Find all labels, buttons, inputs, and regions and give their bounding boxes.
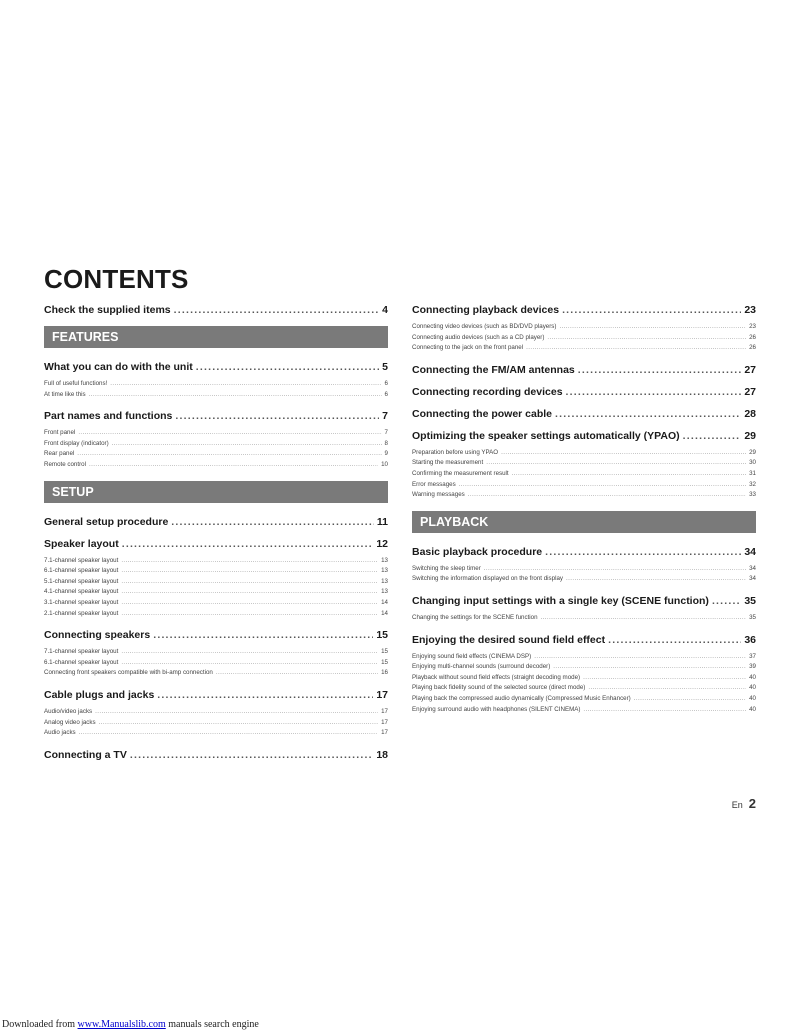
toc-entry-title: Connecting to the jack on the front panel xyxy=(412,344,524,352)
toc-entry-page: 35 xyxy=(744,594,756,607)
toc-subentry[interactable] xyxy=(412,683,756,694)
toc-group xyxy=(44,516,388,528)
dot-leader xyxy=(559,322,746,333)
dot-leader xyxy=(121,566,378,577)
page-footer xyxy=(732,796,756,811)
toc-entry-title: Switching the information displayed on the front display xyxy=(412,575,563,583)
dot-leader xyxy=(121,556,378,567)
dot-leader xyxy=(634,694,746,705)
dot-leader xyxy=(95,707,378,718)
toc-group xyxy=(412,304,756,354)
toc-subentry[interactable] xyxy=(412,343,756,354)
toc-entry-page: 14 xyxy=(381,609,388,617)
toc-entry-page: 15 xyxy=(381,648,388,656)
toc-entry-page: 17 xyxy=(376,688,388,701)
footer-language: En xyxy=(731,800,743,810)
toc-subentry[interactable] xyxy=(412,458,756,469)
toc-right-column xyxy=(412,304,756,725)
toc-entry-page: 13 xyxy=(381,567,388,575)
toc-entry-page: 34 xyxy=(749,575,756,583)
toc-subentry[interactable] xyxy=(412,613,756,624)
dot-leader xyxy=(110,379,381,390)
toc-entry-page: 17 xyxy=(381,707,388,715)
toc-entry-title: Part names and functions xyxy=(44,410,173,423)
toc-entry-title: Playback without sound field effects (straight decoding mode) xyxy=(412,673,581,681)
toc-subentry[interactable] xyxy=(44,428,388,439)
toc-entry-page: 7 xyxy=(382,410,388,423)
toc-entry-page: 32 xyxy=(749,480,756,488)
toc-subentry[interactable] xyxy=(412,322,756,333)
dot-leader xyxy=(216,668,378,679)
section-header-setup: SETUP xyxy=(44,481,388,503)
toc-entry-title: Audio/video jacks xyxy=(44,707,93,715)
dot-leader xyxy=(545,546,741,558)
section-header-playback: PLAYBACK xyxy=(412,511,756,533)
dot-leader xyxy=(121,658,378,669)
toc-entry-title: Remote control xyxy=(44,460,86,468)
toc-entry-what-you-can-do-with-the-unit[interactable] xyxy=(44,361,388,373)
toc-group xyxy=(412,546,756,585)
toc-subentry[interactable] xyxy=(412,564,756,575)
page-title: CONTENTS xyxy=(44,264,189,294)
toc-entry-title: Analog video jacks xyxy=(44,718,96,726)
toc-entry-title: 5.1-channel speaker layout xyxy=(44,577,119,585)
toc-entry-part-names-and-functions[interactable] xyxy=(44,410,388,422)
dot-leader xyxy=(578,364,742,376)
toc-entry-title: Connecting speakers xyxy=(44,629,151,642)
toc-entry-page: 29 xyxy=(744,429,756,442)
dot-leader xyxy=(486,458,746,469)
toc-entry-page: 31 xyxy=(749,469,756,477)
toc-subentry[interactable] xyxy=(412,469,756,480)
toc-entry-title: Basic playback procedure xyxy=(412,545,543,558)
dot-leader xyxy=(468,490,746,501)
toc-left-column xyxy=(44,304,388,771)
toc-entry-title: Connecting video devices (such as BD/DVD players) xyxy=(412,323,557,330)
toc-group xyxy=(44,749,388,761)
manualslib-link[interactable]: www.Manualslib.com xyxy=(77,1019,166,1030)
toc-entry-title: Confirming the measurement result xyxy=(412,469,509,477)
toc-entry-title: General setup procedure xyxy=(44,515,169,528)
toc-entry-title: 2.1-channel speaker layout xyxy=(44,609,119,617)
dot-leader xyxy=(121,577,378,588)
toc-entry-title: Rear panel xyxy=(44,450,75,458)
toc-entry-title: Changing input settings with a single key (SCENE function) xyxy=(412,594,709,607)
toc-entry-page: 15 xyxy=(376,629,388,642)
toc-entry-connecting-a-tv[interactable] xyxy=(44,749,388,761)
dot-leader xyxy=(566,574,746,585)
toc-entry-page: 13 xyxy=(381,556,388,564)
toc-entry-page: 17 xyxy=(381,718,388,726)
toc-subentry[interactable] xyxy=(412,662,756,673)
dot-leader xyxy=(79,728,378,739)
dot-leader xyxy=(588,683,746,694)
toc-group xyxy=(44,410,388,470)
toc-entry-title: Front display (indicator) xyxy=(44,439,109,447)
dot-leader xyxy=(583,673,746,684)
toc-subentry[interactable] xyxy=(44,460,388,471)
dot-leader xyxy=(121,609,378,620)
dot-leader xyxy=(555,408,741,420)
toc-entry-connecting-playback-devices[interactable] xyxy=(412,304,756,316)
toc-group xyxy=(412,634,756,716)
toc-subentry[interactable] xyxy=(412,333,756,344)
dot-leader xyxy=(112,439,382,450)
toc-entry-title: Connecting the power cable xyxy=(412,407,553,420)
toc-subentry[interactable] xyxy=(412,694,756,705)
dot-leader xyxy=(89,390,382,401)
toc-subentry[interactable] xyxy=(412,705,756,716)
dot-leader xyxy=(566,386,742,398)
dot-leader xyxy=(512,469,746,480)
toc-entry-title: Connecting audio devices (such as a CD player) xyxy=(412,333,545,341)
toc-entry-connecting-the-power-cable[interactable] xyxy=(412,408,756,420)
toc-entry-title: Connecting a TV xyxy=(44,748,127,761)
toc-entry-title: Playing back fidelity sound of the selected source (direct mode) xyxy=(412,684,586,692)
toc-group xyxy=(44,361,388,400)
toc-subentry[interactable] xyxy=(44,390,388,401)
section-header-features: FEATURES xyxy=(44,326,388,348)
dot-leader xyxy=(157,689,373,701)
toc-entry-title: 3.1-channel speaker layout xyxy=(44,598,119,606)
toc-subentry[interactable] xyxy=(44,658,388,669)
toc-subentry[interactable] xyxy=(44,439,388,450)
toc-subentry[interactable] xyxy=(44,449,388,460)
toc-entry-page: 36 xyxy=(744,633,756,646)
toc-entry-cable-plugs-and-jacks[interactable] xyxy=(44,689,388,701)
dot-leader xyxy=(196,361,379,373)
toc-entry-page: 27 xyxy=(744,363,756,376)
toc-group xyxy=(412,364,756,376)
toc-entry-basic-playback-procedure[interactable] xyxy=(412,546,756,558)
toc-group xyxy=(44,304,388,316)
toc-entry-title: Check the supplied items xyxy=(44,304,171,316)
toc-group xyxy=(412,386,756,398)
toc-subentry[interactable] xyxy=(412,574,756,585)
toc-entry-enjoying-the-desired-sound-field-effect[interactable] xyxy=(412,634,756,646)
toc-entry-page: 15 xyxy=(381,658,388,666)
dot-leader xyxy=(484,564,746,575)
toc-entry-speaker-layout[interactable] xyxy=(44,538,388,550)
dot-leader xyxy=(541,613,747,624)
toc-entry-page: 9 xyxy=(384,450,388,458)
toc-entry-title: Enjoying multi-channel sounds (surround decoder) xyxy=(412,663,551,671)
toc-entry-page: 40 xyxy=(749,673,756,681)
dot-leader xyxy=(583,705,746,716)
dot-leader xyxy=(89,460,378,471)
toc-entry-page: 23 xyxy=(749,323,756,330)
toc-entry-title: 4.1-channel speaker layout xyxy=(44,588,119,596)
toc-entry-page: 7 xyxy=(384,429,388,437)
toc-entry-title: Warning messages xyxy=(412,491,465,499)
toc-entry-title: 6.1-channel speaker layout xyxy=(44,567,119,575)
toc-entry-page: 6 xyxy=(384,380,388,387)
dot-leader xyxy=(99,718,379,729)
toc-entry-connecting-the-fm-am-antennas[interactable] xyxy=(412,364,756,376)
toc-subentry[interactable] xyxy=(44,728,388,739)
toc-entry-page: 13 xyxy=(381,577,388,585)
toc-subentry[interactable] xyxy=(44,609,388,620)
footer-page-number: 2 xyxy=(748,796,756,811)
toc-entry-title: Cable plugs and jacks xyxy=(44,688,155,701)
toc-entry-title: Switching the sleep timer xyxy=(412,564,481,572)
dot-leader xyxy=(712,595,741,607)
toc-group xyxy=(44,629,388,679)
toc-subentry[interactable] xyxy=(44,718,388,729)
toc-entry-title: Connecting recording devices xyxy=(412,385,563,398)
toc-entry-page: 40 xyxy=(749,694,756,702)
toc-entry-title: Optimizing the speaker settings automatically (YPAO) xyxy=(412,429,680,442)
dot-leader xyxy=(526,343,746,354)
toc-entry-page: 40 xyxy=(749,705,756,713)
toc-entry-title: Preparation before using YPAO xyxy=(412,448,499,456)
toc-entry-page: 11 xyxy=(376,515,388,528)
toc-entry-page: 17 xyxy=(381,729,388,737)
toc-subentry[interactable] xyxy=(44,587,388,598)
toc-entry-connecting-recording-devices[interactable] xyxy=(412,386,756,398)
toc-entry-page: 10 xyxy=(381,460,388,468)
toc-entry-title: What you can do with the unit xyxy=(44,361,193,373)
dot-leader xyxy=(171,516,374,528)
toc-entry-general-setup-procedure[interactable] xyxy=(44,516,388,528)
toc-subentry[interactable] xyxy=(44,379,388,390)
toc-entry-title: 7.1-channel speaker layout xyxy=(44,556,119,564)
toc-entry-page: 37 xyxy=(749,652,756,660)
toc-entry-title: Full of useful functions! xyxy=(44,380,108,387)
dot-leader xyxy=(501,448,746,459)
toc-entry-page: 5 xyxy=(382,361,388,373)
dot-leader xyxy=(121,598,378,609)
toc-entry-page: 30 xyxy=(749,459,756,467)
dot-leader xyxy=(130,749,373,761)
dot-leader xyxy=(121,587,378,598)
toc-entry-title: 6.1-channel speaker layout xyxy=(44,658,119,666)
toc-entry-title: At time like this xyxy=(44,390,86,398)
toc-subentry[interactable] xyxy=(412,490,756,501)
dot-leader xyxy=(153,629,373,641)
toc-entry-page: 34 xyxy=(749,564,756,572)
toc-entry-page: 26 xyxy=(749,344,756,352)
toc-subentry[interactable] xyxy=(44,668,388,679)
toc-entry-page: 26 xyxy=(749,333,756,341)
toc-entry-page: 39 xyxy=(749,663,756,671)
toc-entry-title: Enjoying the desired sound field effect xyxy=(412,633,606,646)
toc-entry-title: 7.1-channel speaker layout xyxy=(44,648,119,656)
toc-subentry[interactable] xyxy=(412,673,756,684)
toc-subentry[interactable] xyxy=(44,598,388,609)
dot-leader xyxy=(562,304,741,316)
toc-entry-page: 29 xyxy=(749,448,756,456)
toc-entry-title: Enjoying surround audio with headphones (SILENT CINEMA) xyxy=(412,705,581,713)
toc-entry-title: Connecting playback devices xyxy=(412,304,560,316)
toc-subentry[interactable] xyxy=(44,556,388,567)
toc-entry-page: 23 xyxy=(744,304,756,316)
toc-entry-title: Connecting the FM/AM antennas xyxy=(412,363,575,376)
dot-leader xyxy=(122,538,374,550)
toc-entry-page: 6 xyxy=(384,390,388,398)
dot-leader xyxy=(121,647,378,658)
toc-entry-connecting-speakers[interactable] xyxy=(44,629,388,641)
toc-entry-title: Front panel xyxy=(44,429,76,437)
toc-entry-page: 28 xyxy=(744,407,756,420)
toc-entry-page: 34 xyxy=(744,545,756,558)
toc-entry-changing-input-settings-with-a-single-ke[interactable] xyxy=(412,595,756,607)
download-note-suffix: manuals search engine xyxy=(165,1019,259,1030)
toc-subentry[interactable] xyxy=(44,577,388,588)
toc-entry-title: Changing the settings for the SCENE function xyxy=(412,613,538,621)
toc-group xyxy=(44,689,388,739)
toc-entry-title: Starting the measurement xyxy=(412,459,484,467)
dot-leader xyxy=(175,410,379,422)
toc-entry-title: Audio jacks xyxy=(44,729,76,737)
toc-subentry[interactable] xyxy=(44,647,388,658)
toc-group xyxy=(412,408,756,420)
toc-entry-page: 16 xyxy=(381,669,388,677)
dot-leader xyxy=(534,652,746,663)
dot-leader xyxy=(174,304,380,316)
toc-subentry[interactable] xyxy=(412,448,756,459)
dot-leader xyxy=(77,449,381,460)
toc-subentry[interactable] xyxy=(412,652,756,663)
dot-leader xyxy=(683,430,742,442)
toc-entry-page: 8 xyxy=(384,439,388,447)
toc-subentry[interactable] xyxy=(44,707,388,718)
toc-entry-page: 33 xyxy=(749,491,756,499)
dot-leader xyxy=(78,428,381,439)
toc-subentry[interactable] xyxy=(412,480,756,491)
toc-group xyxy=(412,430,756,501)
toc-entry-title: Connecting front speakers compatible with bi-amp connection xyxy=(44,669,213,677)
toc-entry-optimizing-the-speaker-settings-automati[interactable] xyxy=(412,430,756,442)
toc-entry-page: 18 xyxy=(376,748,388,761)
toc-entry-page: 13 xyxy=(381,588,388,596)
toc-entry-page: 14 xyxy=(381,598,388,606)
dot-leader xyxy=(459,480,746,491)
toc-entry-title: Speaker layout xyxy=(44,537,119,550)
toc-entry-title: Enjoying sound field effects (CINEMA DSP) xyxy=(412,652,532,660)
toc-entry-page: 12 xyxy=(376,537,388,550)
toc-entry-page: 40 xyxy=(749,684,756,692)
toc-subentry[interactable] xyxy=(44,566,388,577)
toc-entry-page: 27 xyxy=(744,385,756,398)
toc-entry-title: Playing back the compressed audio dynamically (Compressed Music Enhancer) xyxy=(412,694,631,702)
download-note xyxy=(2,1019,259,1030)
toc-entry-page: 4 xyxy=(382,304,388,316)
download-note-prefix: Downloaded from xyxy=(2,1019,78,1030)
toc-entry-check-the-supplied-items[interactable] xyxy=(44,304,388,316)
toc-entry-title: Error messages xyxy=(412,480,456,488)
dot-leader xyxy=(608,634,741,646)
dot-leader xyxy=(553,662,746,673)
dot-leader xyxy=(547,333,746,344)
toc-group xyxy=(44,538,388,620)
toc-entry-page: 35 xyxy=(749,613,756,621)
toc-group xyxy=(412,595,756,624)
